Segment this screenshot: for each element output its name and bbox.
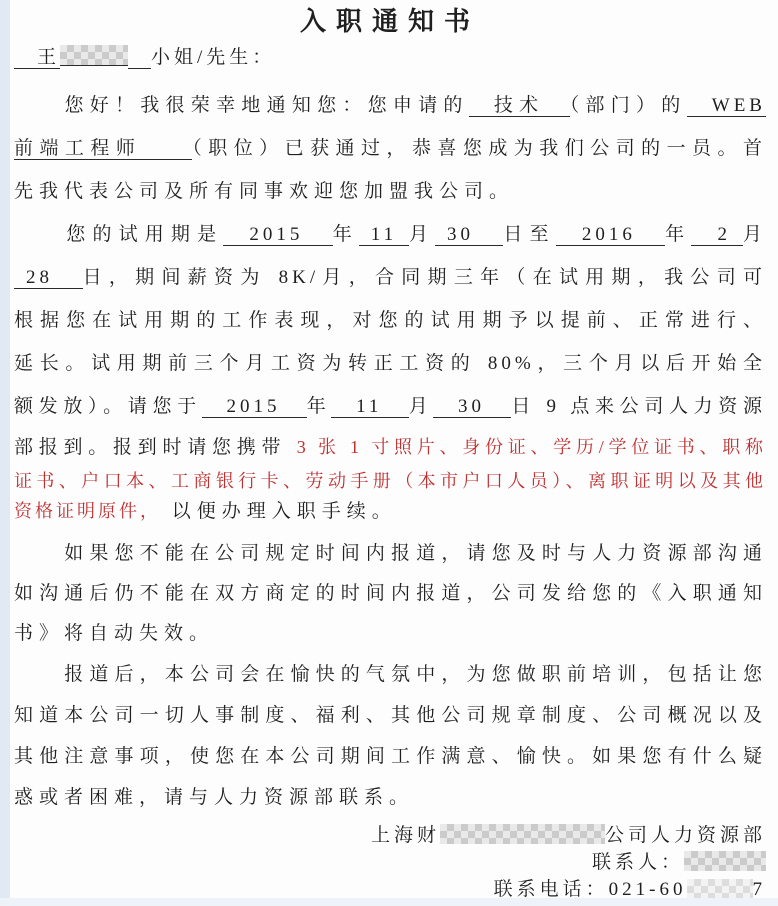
text-segment: 先我代表公司及所有同事欢迎您加盟我公司。 xyxy=(14,181,515,202)
underline-blank: 30 xyxy=(433,396,512,417)
underline-blank: 2016 xyxy=(555,224,666,245)
text-segment: （部门）的 xyxy=(569,95,687,116)
text-segment: 您的试用期是 xyxy=(14,224,224,245)
text-segment: 其他注意事项，使您在本公司期间工作满意、愉快。如果您有什么疑 xyxy=(14,746,766,767)
text-segment: 公司人力资源部 xyxy=(604,825,766,846)
body-line xyxy=(14,342,766,385)
redacted-mosaic xyxy=(440,824,605,844)
text-segment: 部报到。报到时请您携带 xyxy=(14,437,297,458)
text-segment: 月 xyxy=(742,224,766,245)
left-margin-strip xyxy=(0,0,10,906)
body-line xyxy=(14,614,766,654)
underline-blank: 30 xyxy=(435,224,504,245)
underline-blank: 11 xyxy=(331,396,409,417)
text-segment: 日至 xyxy=(503,224,556,245)
text-segment: 年 xyxy=(665,224,692,245)
redacted-mosaic xyxy=(60,45,128,66)
body-line xyxy=(14,170,766,213)
body-line xyxy=(14,534,766,574)
recipient-line xyxy=(14,40,766,76)
signature-company-line xyxy=(14,822,766,849)
text-segment: 日，期间薪资为 8K/月，合同期三年（在试用期，我公司可 xyxy=(82,267,766,288)
text-segment: 如沟通后仍不能在双方商定的时间内报道，公司发给您的《入职通知 xyxy=(14,583,766,604)
body-line xyxy=(14,574,766,614)
underline-blank: 技术 xyxy=(468,95,570,116)
text-segment: 书》将自动失效。 xyxy=(14,623,215,644)
underline-blank: 2 xyxy=(691,224,743,245)
text-segment: 月 xyxy=(408,396,434,417)
body-line xyxy=(14,299,766,342)
body-line xyxy=(14,127,766,170)
text-segment: 月 xyxy=(408,224,436,245)
text-segment: 您好！我很荣幸地通知您：您申请的 xyxy=(14,95,469,116)
text-segment: 延长。试用期前三个月工资为转正工资的 80%，三个月以后开始全 xyxy=(14,353,766,374)
redacted-mosaic xyxy=(684,851,766,871)
underline-blank: WEB xyxy=(686,95,766,116)
body-line xyxy=(14,777,766,818)
text-segment: 以便办理入职手续。 xyxy=(161,501,397,522)
text-segment: （职位）已获通过，恭喜您成为我们公司的一员。首 xyxy=(192,138,766,159)
document-title: 入职通知书 xyxy=(299,7,480,36)
red-text-segment: 3 张 1 寸照片、身份证、学历/学位证书、职称 xyxy=(296,437,766,457)
text-segment: 联系电话：021-60 xyxy=(493,879,687,900)
text-segment: 7 xyxy=(752,879,766,900)
body-line xyxy=(14,654,766,695)
text-segment: 年 xyxy=(332,224,359,245)
signature-phone-line xyxy=(14,876,766,903)
body-line xyxy=(14,84,766,127)
document-content xyxy=(14,6,766,903)
text-segment: 惑或者困难，请与人力资源部联系。 xyxy=(14,787,415,808)
red-text-segment: 证书、户口本、工商银行卡、劳动手册（本市户口人员）、离职证明以及其他 xyxy=(14,471,766,491)
text-segment: 小姐/先生： xyxy=(151,47,276,68)
text-segment: 年 xyxy=(306,396,332,417)
red-text-segment: 资格证明原件， xyxy=(14,501,161,521)
underline-blank xyxy=(128,47,151,69)
redacted-mosaic xyxy=(687,879,753,898)
underline-blank: 2015 xyxy=(223,224,333,245)
text-segment: 根据您在试用期的工作表现，对您的试用期予以提前、正常进行、 xyxy=(14,310,766,331)
underline-blank: 王 xyxy=(14,47,61,68)
text-segment: 联系人： xyxy=(591,852,684,873)
underline-blank: 11 xyxy=(358,224,409,245)
text-segment: 知道本公司一切人事制度、福利、其他公司规章制度、公司概况以及 xyxy=(14,705,766,726)
text-segment: 如果您不能在公司规定时间内报道，请您及时与人力资源部沟通 xyxy=(14,543,766,564)
document-body xyxy=(14,40,766,903)
text-segment: 上海财 xyxy=(370,825,440,846)
signature-contact-line xyxy=(14,849,766,876)
text-segment: 额发放）。请您于 xyxy=(14,396,202,417)
underline-blank: 前端工程师 xyxy=(14,138,193,159)
body-line xyxy=(14,385,766,428)
red-requirements-line xyxy=(14,496,766,526)
body-line xyxy=(14,428,766,466)
underline-blank: 28 xyxy=(14,267,83,288)
body-line xyxy=(14,256,766,299)
body-line xyxy=(14,736,766,777)
underline-blank: 2015 xyxy=(201,396,307,417)
red-requirements-line xyxy=(14,466,766,496)
text-segment: 报道后，本公司会在愉快的气氛中，为您做职前培训，包括让您 xyxy=(14,664,766,685)
text-segment: 日 9 点来公司人力资源 xyxy=(511,396,766,417)
body-line xyxy=(14,213,766,256)
body-line xyxy=(14,695,766,736)
